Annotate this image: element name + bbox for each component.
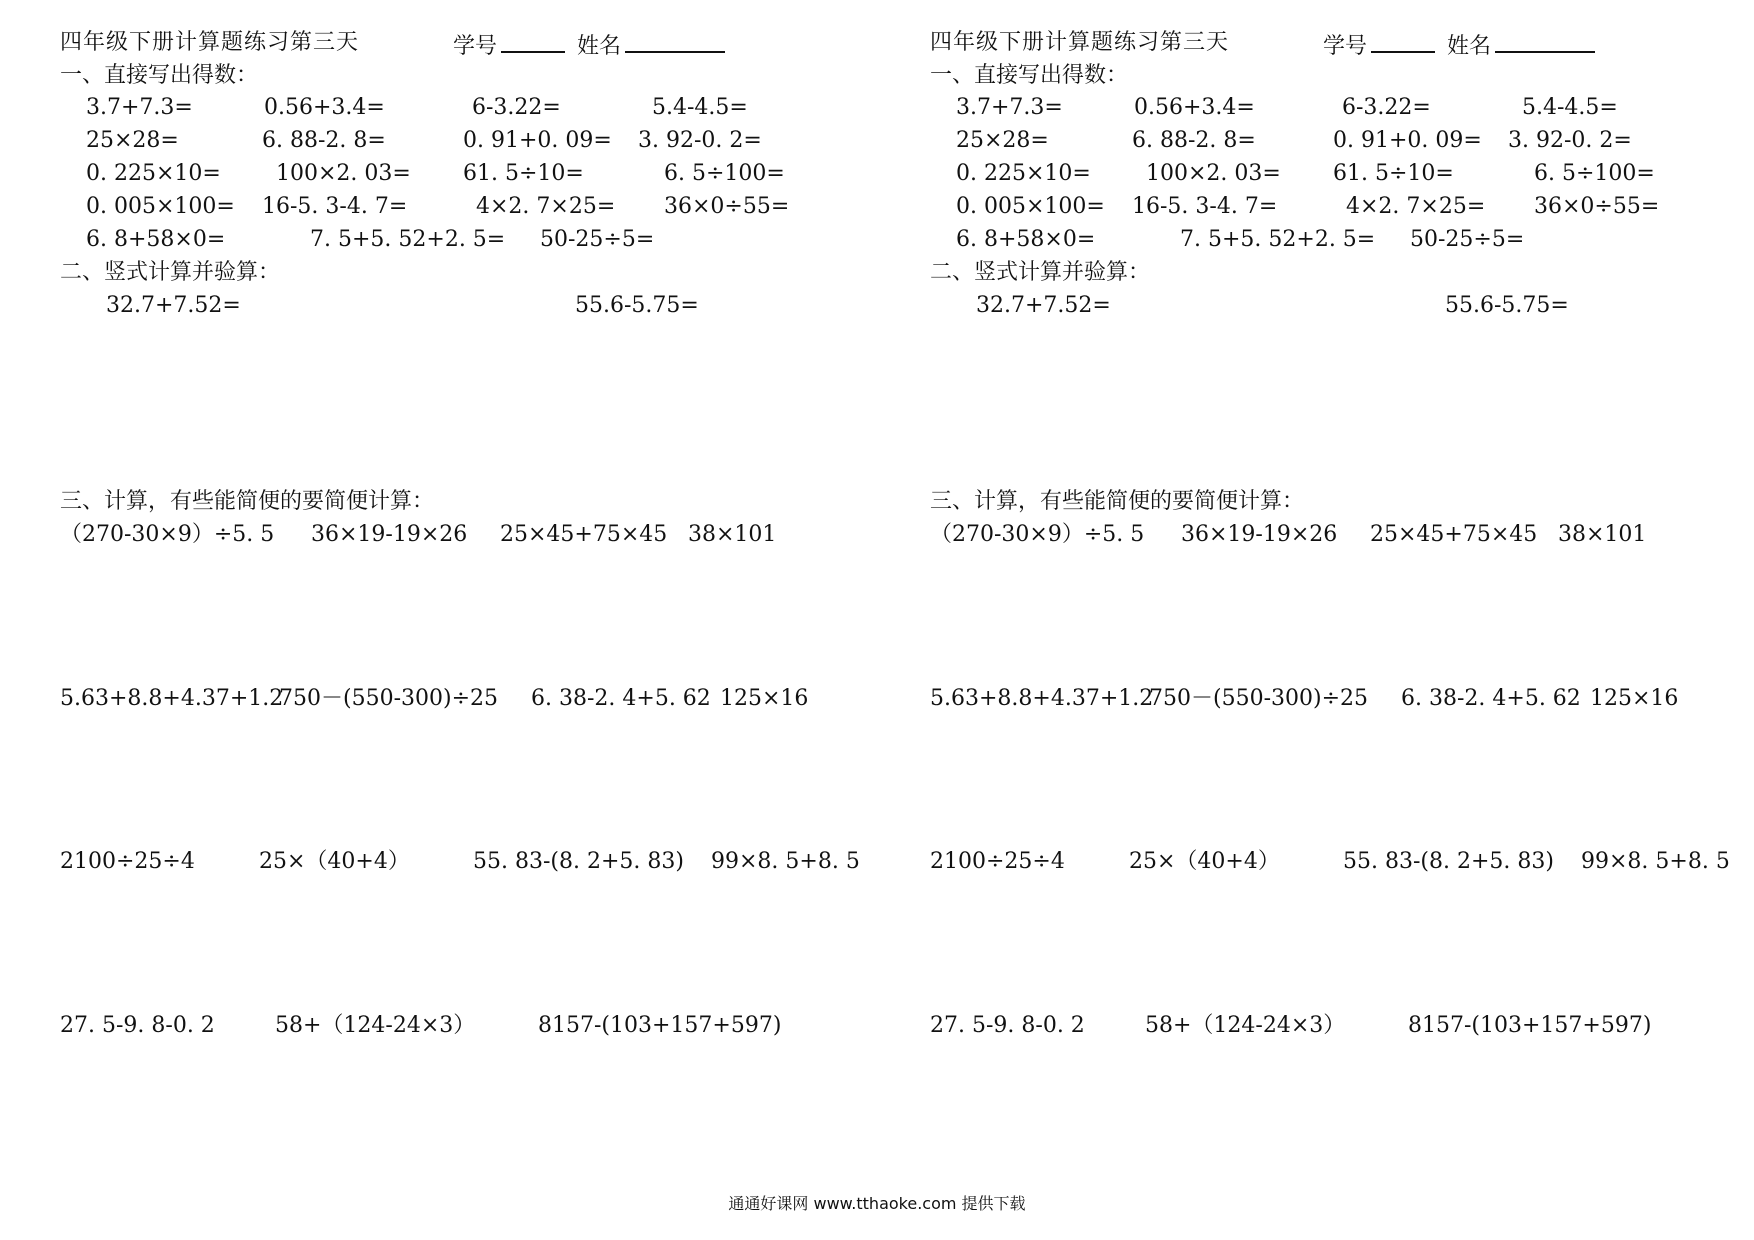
simplify-calc-problem: 125×16 xyxy=(1590,686,1679,711)
simplify-calc-problem: （270-30×9）÷5. 5 xyxy=(930,522,1145,547)
mental-math-problem: 7. 5+5. 52+2. 5= xyxy=(310,227,506,252)
simplify-calc-problem: 25×（40+4） xyxy=(1129,849,1280,874)
student-id-field xyxy=(453,29,565,61)
student-name-blank[interactable] xyxy=(625,29,725,53)
student-id-blank[interactable] xyxy=(501,29,565,53)
simplify-calc-problem: 6. 38-2. 4+5. 62 xyxy=(1401,686,1581,711)
mental-math-problem: 0.56+3.4= xyxy=(264,95,385,120)
mental-math-problem: 0. 225×10= xyxy=(86,161,221,186)
simplify-calc-problem: 25×（40+4） xyxy=(259,849,410,874)
section3-heading: 三、计算，有些能简便的要简便计算： xyxy=(60,489,435,514)
mental-math-problem: 0. 91+0. 09= xyxy=(1333,128,1482,153)
mental-math-problem: 6. 8+58×0= xyxy=(956,227,1096,252)
student-id-label: 学号 xyxy=(1323,34,1368,59)
mental-math-problem: 36×0÷55= xyxy=(1534,194,1660,219)
simplify-calc-problem: 58+（124-24×3） xyxy=(1145,1013,1346,1038)
mental-math-problem: 61. 5÷10= xyxy=(463,161,584,186)
simplify-calc-problem: 125×16 xyxy=(720,686,809,711)
simplify-calc-problem: 55. 83-(8. 2+5. 83) xyxy=(473,849,684,874)
vertical-calc-problem: 55.6-5.75= xyxy=(575,293,699,318)
section1-heading: 一、直接写出得数： xyxy=(930,63,1129,88)
mental-math-problem: 3.7+7.3= xyxy=(956,95,1063,120)
mental-math-problem: 6. 8+58×0= xyxy=(86,227,226,252)
mental-math-problem: 0.56+3.4= xyxy=(1134,95,1255,120)
simplify-calc-problem: 27. 5-9. 8-0. 2 xyxy=(930,1013,1085,1038)
mental-math-problem: 16-5. 3-4. 7= xyxy=(262,194,408,219)
simplify-calc-problem: 2100÷25÷4 xyxy=(60,849,195,874)
mental-math-problem: 50-25÷5= xyxy=(1410,227,1525,252)
simplify-calc-problem: 58+（124-24×3） xyxy=(275,1013,476,1038)
mental-math-problem: 4×2. 7×25= xyxy=(1346,194,1486,219)
student-id-label: 学号 xyxy=(453,34,498,59)
mental-math-problem: 100×2. 03= xyxy=(276,161,411,186)
mental-math-problem: 100×2. 03= xyxy=(1146,161,1281,186)
simplify-calc-problem: 8157-(103+157+597) xyxy=(538,1013,782,1038)
simplify-calc-problem: 5.63+8.8+4.37+1.2 xyxy=(930,686,1154,711)
worksheet-left xyxy=(0,0,860,1200)
simplify-calc-problem: 750－(550-300)÷25 xyxy=(1149,686,1369,711)
simplify-calc-problem: 55. 83-(8. 2+5. 83) xyxy=(1343,849,1554,874)
simplify-calc-problem: 38×101 xyxy=(688,522,777,547)
simplify-calc-problem: 99×8. 5+8. 5 xyxy=(1581,849,1730,874)
student-name-label: 姓名 xyxy=(1447,34,1492,59)
student-name-field xyxy=(577,29,725,61)
mental-math-problem: 6. 5÷100= xyxy=(664,161,785,186)
mental-math-problem: 25×28= xyxy=(86,128,179,153)
mental-math-problem: 7. 5+5. 52+2. 5= xyxy=(1180,227,1376,252)
section2-heading: 二、竖式计算并验算： xyxy=(60,260,281,285)
student-name-field xyxy=(1447,29,1595,61)
student-id-blank[interactable] xyxy=(1371,29,1435,53)
section2-heading: 二、竖式计算并验算： xyxy=(930,260,1151,285)
worksheet-title: 四年级下册计算题练习第三天 xyxy=(60,30,360,55)
simplify-calc-problem: 27. 5-9. 8-0. 2 xyxy=(60,1013,215,1038)
simplify-calc-problem: 5.63+8.8+4.37+1.2 xyxy=(60,686,284,711)
simplify-calc-problem: 8157-(103+157+597) xyxy=(1408,1013,1652,1038)
mental-math-problem: 16-5. 3-4. 7= xyxy=(1132,194,1278,219)
simplify-calc-problem: 25×45+75×45 xyxy=(1370,522,1538,547)
mental-math-problem: 25×28= xyxy=(956,128,1049,153)
mental-math-problem: 6. 88-2. 8= xyxy=(1132,128,1256,153)
mental-math-problem: 0. 005×100= xyxy=(956,194,1105,219)
simplify-calc-problem: 38×101 xyxy=(1558,522,1647,547)
simplify-calc-problem: 6. 38-2. 4+5. 62 xyxy=(531,686,711,711)
mental-math-problem: 3.7+7.3= xyxy=(86,95,193,120)
mental-math-problem: 6-3.22= xyxy=(1342,95,1431,120)
student-name-blank[interactable] xyxy=(1495,29,1595,53)
simplify-calc-problem: 99×8. 5+8. 5 xyxy=(711,849,860,874)
simplify-calc-problem: 25×45+75×45 xyxy=(500,522,668,547)
section1-heading: 一、直接写出得数： xyxy=(60,63,259,88)
mental-math-problem: 6-3.22= xyxy=(472,95,561,120)
mental-math-problem: 61. 5÷10= xyxy=(1333,161,1454,186)
mental-math-problem: 0. 91+0. 09= xyxy=(463,128,612,153)
mental-math-problem: 6. 88-2. 8= xyxy=(262,128,386,153)
vertical-calc-problem: 32.7+7.52= xyxy=(976,293,1111,318)
simplify-calc-problem: 36×19-19×26 xyxy=(311,522,468,547)
vertical-calc-problem: 32.7+7.52= xyxy=(106,293,241,318)
mental-math-problem: 3. 92-0. 2= xyxy=(1508,128,1632,153)
simplify-calc-problem: 750－(550-300)÷25 xyxy=(279,686,499,711)
simplify-calc-problem: 36×19-19×26 xyxy=(1181,522,1338,547)
worksheet-right xyxy=(870,0,1730,1200)
mental-math-problem: 0. 225×10= xyxy=(956,161,1091,186)
mental-math-problem: 6. 5÷100= xyxy=(1534,161,1655,186)
section3-heading: 三、计算，有些能简便的要简便计算： xyxy=(930,489,1305,514)
simplify-calc-problem: 2100÷25÷4 xyxy=(930,849,1065,874)
student-id-field xyxy=(1323,29,1435,61)
vertical-calc-problem: 55.6-5.75= xyxy=(1445,293,1569,318)
mental-math-problem: 36×0÷55= xyxy=(664,194,790,219)
mental-math-problem: 3. 92-0. 2= xyxy=(638,128,762,153)
mental-math-problem: 4×2. 7×25= xyxy=(476,194,616,219)
mental-math-problem: 5.4-4.5= xyxy=(652,95,748,120)
simplify-calc-problem: （270-30×9）÷5. 5 xyxy=(60,522,275,547)
mental-math-problem: 5.4-4.5= xyxy=(1522,95,1618,120)
worksheet-title: 四年级下册计算题练习第三天 xyxy=(930,30,1230,55)
mental-math-problem: 0. 005×100= xyxy=(86,194,235,219)
mental-math-problem: 50-25÷5= xyxy=(540,227,655,252)
student-name-label: 姓名 xyxy=(577,34,622,59)
footer-credit: 通通好课网 www.tthaoke.com 提供下载 xyxy=(728,1194,1026,1213)
